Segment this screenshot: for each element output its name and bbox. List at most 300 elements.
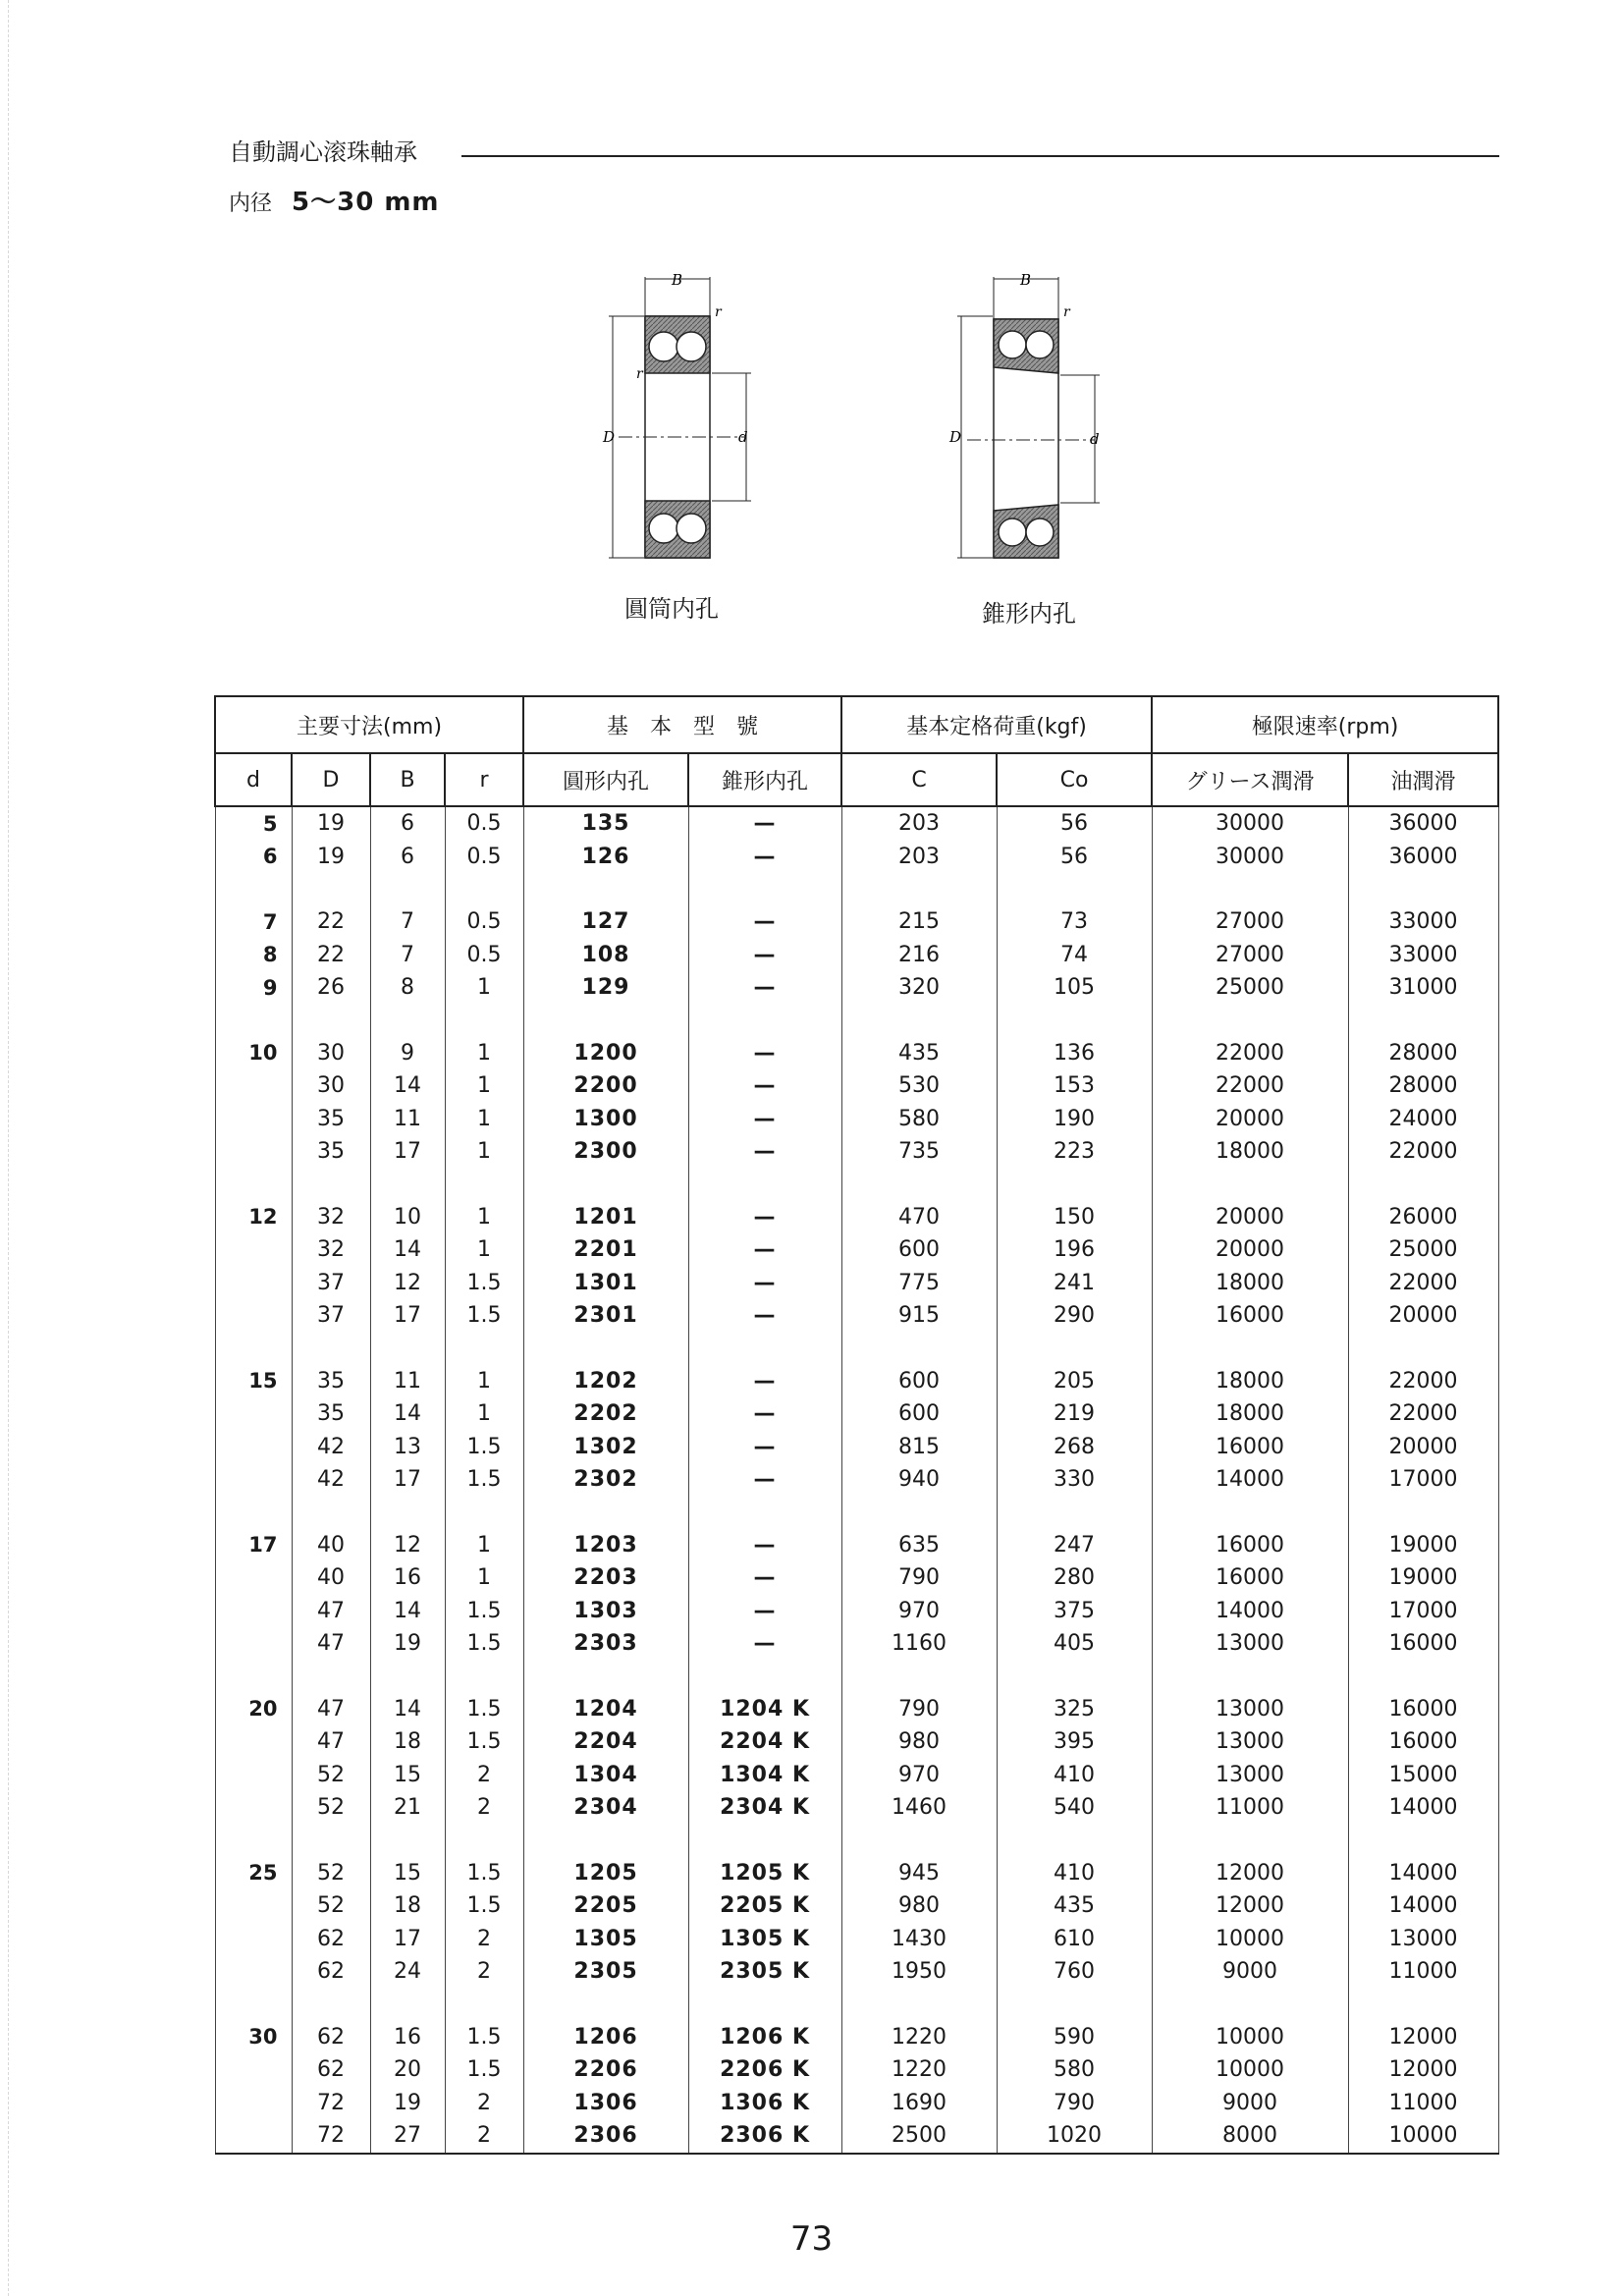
cell-oil: 19000 — [1348, 1529, 1498, 1562]
cell-B: 21 — [370, 1791, 445, 1825]
cell-B: 6 — [370, 806, 445, 841]
cell-grease: 16000 — [1152, 1529, 1348, 1562]
cell-Co: 540 — [997, 1791, 1152, 1825]
spacer-cell — [688, 1989, 841, 2021]
cell-C: 970 — [841, 1595, 997, 1628]
cell-B: 14 — [370, 1233, 445, 1267]
cell-grease: 18000 — [1152, 1135, 1348, 1169]
cell-D: 32 — [292, 1233, 370, 1267]
cell-d — [215, 1267, 292, 1300]
table-row — [215, 939, 1498, 972]
cell-grease: 20000 — [1152, 1103, 1348, 1136]
table-row — [215, 2087, 1498, 2120]
group-speed: 極限速率(rpm) — [1152, 696, 1498, 753]
cell-d: 10 — [215, 1037, 292, 1070]
page-edge-guide — [8, 0, 10, 2296]
label-d: d — [1090, 430, 1100, 448]
cell-d — [215, 1463, 292, 1497]
cell-B: 12 — [370, 1267, 445, 1300]
spacer-cell — [445, 1825, 523, 1857]
cell-r: 1.5 — [445, 1431, 523, 1464]
cell-C: 470 — [841, 1201, 997, 1234]
tapered-bore-diagram — [938, 265, 1114, 570]
spacer-cell — [445, 1989, 523, 2021]
cell-C: 320 — [841, 971, 997, 1005]
cell-D: 52 — [292, 1857, 370, 1890]
cell-d: 17 — [215, 1529, 292, 1562]
cell-r: 1 — [445, 1397, 523, 1431]
cell-taper: 2306 K — [688, 2119, 841, 2154]
page-number: 73 — [789, 2219, 834, 2259]
spacer-cell — [688, 1825, 841, 1857]
cell-oil: 33000 — [1348, 939, 1498, 972]
table-row — [215, 1693, 1498, 1726]
spacer-cell — [997, 1333, 1152, 1365]
cell-Co: 435 — [997, 1889, 1152, 1923]
cell-cyl: 1302 — [523, 1431, 688, 1464]
spacer-cell — [841, 1497, 997, 1529]
cell-taper: 1206 K — [688, 2021, 841, 2054]
cell-B: 16 — [370, 2021, 445, 2054]
cell-taper: 2305 K — [688, 1955, 841, 1989]
cell-r: 1 — [445, 1069, 523, 1103]
cell-grease: 27000 — [1152, 939, 1348, 972]
cell-grease: 10000 — [1152, 2021, 1348, 2054]
cell-taper: 1305 K — [688, 1923, 841, 1956]
spacer-cell — [1348, 1989, 1498, 2021]
cell-D: 30 — [292, 1037, 370, 1070]
cell-taper: — — [688, 1627, 841, 1661]
cell-taper: — — [688, 1365, 841, 1398]
cell-Co: 330 — [997, 1463, 1152, 1497]
cell-Co: 325 — [997, 1693, 1152, 1726]
cell-B: 17 — [370, 1299, 445, 1333]
cell-d — [215, 1561, 292, 1595]
cell-grease: 27000 — [1152, 905, 1348, 939]
cell-r: 1 — [445, 1201, 523, 1234]
cell-r: 1 — [445, 1561, 523, 1595]
spacer-cell — [1348, 1825, 1498, 1857]
cell-C: 790 — [841, 1693, 997, 1726]
cell-B: 17 — [370, 1463, 445, 1497]
cell-oil: 13000 — [1348, 1923, 1498, 1956]
cell-d: 30 — [215, 2021, 292, 2054]
cell-taper: — — [688, 1397, 841, 1431]
cell-B: 16 — [370, 1561, 445, 1595]
table-row — [215, 1595, 1498, 1628]
cell-cyl: 2306 — [523, 2119, 688, 2154]
cell-B: 27 — [370, 2119, 445, 2154]
label-D: D — [949, 428, 962, 446]
cell-cyl: 1205 — [523, 1857, 688, 1890]
cell-B: 11 — [370, 1365, 445, 1398]
col-cyl-bore: 圓形内孔 — [523, 753, 688, 806]
spacer-cell — [215, 1169, 292, 1201]
table-spacer-row — [215, 1005, 1498, 1037]
cell-oil: 36000 — [1348, 841, 1498, 874]
cell-B: 17 — [370, 1923, 445, 1956]
col-taper-bore: 錐形内孔 — [688, 753, 841, 806]
cell-d — [215, 1299, 292, 1333]
cell-Co: 247 — [997, 1529, 1152, 1562]
cell-oil: 26000 — [1348, 1201, 1498, 1234]
cell-grease: 12000 — [1152, 1889, 1348, 1923]
cell-C: 1430 — [841, 1923, 997, 1956]
cell-r: 1 — [445, 1037, 523, 1070]
cell-B: 19 — [370, 1627, 445, 1661]
spacer-cell — [1152, 1333, 1348, 1365]
cell-oil: 22000 — [1348, 1267, 1498, 1300]
cell-D: 35 — [292, 1135, 370, 1169]
cell-Co: 760 — [997, 1955, 1152, 1989]
table-row — [215, 1889, 1498, 1923]
cell-Co: 105 — [997, 971, 1152, 1005]
cell-grease: 9000 — [1152, 2087, 1348, 2120]
cell-r: 0.5 — [445, 939, 523, 972]
cell-r: 1 — [445, 1103, 523, 1136]
cell-cyl: 127 — [523, 905, 688, 939]
cell-cyl: 2200 — [523, 1069, 688, 1103]
label-d: d — [738, 428, 748, 446]
cell-D: 30 — [292, 1069, 370, 1103]
cell-C: 1460 — [841, 1791, 997, 1825]
spacer-cell — [292, 1005, 370, 1037]
spacer-cell — [841, 1005, 997, 1037]
cell-Co: 410 — [997, 1759, 1152, 1792]
cell-Co: 290 — [997, 1299, 1152, 1333]
cell-grease: 14000 — [1152, 1463, 1348, 1497]
cell-B: 18 — [370, 1889, 445, 1923]
cell-r: 1.5 — [445, 1889, 523, 1923]
cell-r: 1.5 — [445, 1725, 523, 1759]
cell-oil: 20000 — [1348, 1431, 1498, 1464]
cell-cyl: 2302 — [523, 1463, 688, 1497]
spacer-cell — [445, 1005, 523, 1037]
cell-D: 22 — [292, 939, 370, 972]
cell-C: 735 — [841, 1135, 997, 1169]
cell-Co: 73 — [997, 905, 1152, 939]
spacer-cell — [215, 1661, 292, 1693]
cell-B: 17 — [370, 1135, 445, 1169]
table-row — [215, 1397, 1498, 1431]
cell-oil: 25000 — [1348, 1233, 1498, 1267]
cell-d — [215, 1103, 292, 1136]
cell-taper: — — [688, 1529, 841, 1562]
cell-oil: 17000 — [1348, 1595, 1498, 1628]
cell-d — [215, 1135, 292, 1169]
cell-C: 600 — [841, 1365, 997, 1398]
table-body — [215, 806, 1498, 2154]
table-row — [215, 1627, 1498, 1661]
cell-d: 9 — [215, 971, 292, 1005]
spacer-cell — [688, 1005, 841, 1037]
cell-taper: — — [688, 1431, 841, 1464]
cell-Co: 153 — [997, 1069, 1152, 1103]
cell-Co: 219 — [997, 1397, 1152, 1431]
cell-d — [215, 1889, 292, 1923]
table-spacer-row — [215, 1825, 1498, 1857]
cell-Co: 150 — [997, 1201, 1152, 1234]
cell-C: 1690 — [841, 2087, 997, 2120]
cell-taper: — — [688, 1037, 841, 1070]
col-r: r — [445, 753, 523, 806]
table-spacer-row — [215, 1333, 1498, 1365]
cell-D: 47 — [292, 1693, 370, 1726]
cell-grease: 14000 — [1152, 1595, 1348, 1628]
cell-grease: 25000 — [1152, 971, 1348, 1005]
cell-d: 20 — [215, 1693, 292, 1726]
cell-r: 2 — [445, 1759, 523, 1792]
cell-D: 35 — [292, 1397, 370, 1431]
spacer-cell — [1152, 1169, 1348, 1201]
cell-d — [215, 1627, 292, 1661]
cell-C: 945 — [841, 1857, 997, 1890]
table-row — [215, 1725, 1498, 1759]
cell-C: 1220 — [841, 2021, 997, 2054]
cell-d: 6 — [215, 841, 292, 874]
cell-C: 1950 — [841, 1955, 997, 1989]
cell-cyl: 1305 — [523, 1923, 688, 1956]
cell-B: 15 — [370, 1759, 445, 1792]
spacer-cell — [445, 1661, 523, 1693]
cell-B: 7 — [370, 939, 445, 972]
cell-B: 8 — [370, 971, 445, 1005]
cell-D: 47 — [292, 1725, 370, 1759]
spacer-cell — [215, 1005, 292, 1037]
spacer-cell — [292, 1169, 370, 1201]
spacer-cell — [688, 1497, 841, 1529]
cell-Co: 205 — [997, 1365, 1152, 1398]
cell-grease: 13000 — [1152, 1627, 1348, 1661]
label-r-top: r — [715, 304, 722, 320]
cell-taper: 1204 K — [688, 1693, 841, 1726]
cell-taper: 2304 K — [688, 1791, 841, 1825]
cell-taper: — — [688, 1561, 841, 1595]
cell-Co: 790 — [997, 2087, 1152, 2120]
spacer-cell — [841, 1169, 997, 1201]
cell-d — [215, 1923, 292, 1956]
cell-cyl: 135 — [523, 806, 688, 841]
table-row — [215, 2021, 1498, 2054]
cell-r: 1 — [445, 1529, 523, 1562]
table-row — [215, 1791, 1498, 1825]
spacer-cell — [445, 1169, 523, 1201]
cell-cyl: 126 — [523, 841, 688, 874]
cell-r: 2 — [445, 1791, 523, 1825]
cell-d: 7 — [215, 905, 292, 939]
cell-taper: — — [688, 905, 841, 939]
tapered-bore-caption: 錐形内孔 — [982, 600, 1076, 628]
cell-C: 815 — [841, 1431, 997, 1464]
cell-C: 600 — [841, 1233, 997, 1267]
table-spacer-row — [215, 873, 1498, 905]
cell-B: 14 — [370, 1693, 445, 1726]
cell-taper: 1304 K — [688, 1759, 841, 1792]
cell-r: 2 — [445, 1955, 523, 1989]
cell-C: 435 — [841, 1037, 997, 1070]
spacer-cell — [523, 1661, 688, 1693]
cell-D: 42 — [292, 1431, 370, 1464]
cell-Co: 56 — [997, 841, 1152, 874]
cell-taper: — — [688, 971, 841, 1005]
spacer-cell — [370, 1333, 445, 1365]
cell-B: 10 — [370, 1201, 445, 1234]
cell-r: 1 — [445, 1365, 523, 1398]
cell-r: 1.5 — [445, 1463, 523, 1497]
cell-Co: 410 — [997, 1857, 1152, 1890]
cell-cyl: 1200 — [523, 1037, 688, 1070]
cell-oil: 28000 — [1348, 1037, 1498, 1070]
cell-cyl: 1206 — [523, 2021, 688, 2054]
cell-grease: 30000 — [1152, 841, 1348, 874]
cell-C: 1160 — [841, 1627, 997, 1661]
table-row — [215, 1201, 1498, 1234]
cell-C: 915 — [841, 1299, 997, 1333]
table-row — [215, 1759, 1498, 1792]
table-spacer-row — [215, 1497, 1498, 1529]
bore-range: 5～30 mm — [292, 188, 440, 217]
cell-C: 1220 — [841, 2053, 997, 2087]
section-title: 自動調心滚珠軸承 — [229, 138, 417, 166]
table-row — [215, 1463, 1498, 1497]
bore-range-line — [229, 182, 440, 218]
bearing-spec-table — [214, 695, 1499, 2155]
spacer-cell — [370, 1005, 445, 1037]
cell-grease: 13000 — [1152, 1693, 1348, 1726]
table-row — [215, 2053, 1498, 2087]
spacer-cell — [523, 1169, 688, 1201]
cell-C: 215 — [841, 905, 997, 939]
cell-cyl: 1304 — [523, 1759, 688, 1792]
cell-oil: 36000 — [1348, 806, 1498, 841]
cell-r: 1.5 — [445, 1299, 523, 1333]
label-r-top: r — [1063, 304, 1070, 320]
cell-Co: 405 — [997, 1627, 1152, 1661]
spacer-cell — [370, 1989, 445, 2021]
cell-Co: 136 — [997, 1037, 1152, 1070]
cell-taper: — — [688, 1201, 841, 1234]
col-Co: Co — [997, 753, 1152, 806]
cell-grease: 16000 — [1152, 1561, 1348, 1595]
cell-r: 1.5 — [445, 1267, 523, 1300]
cell-r: 1 — [445, 1135, 523, 1169]
spacer-cell — [292, 1661, 370, 1693]
cell-oil: 22000 — [1348, 1397, 1498, 1431]
cell-oil: 31000 — [1348, 971, 1498, 1005]
cell-cyl: 2205 — [523, 1889, 688, 1923]
spacer-cell — [445, 1333, 523, 1365]
cell-grease: 13000 — [1152, 1759, 1348, 1792]
spacer-cell — [445, 1497, 523, 1529]
cell-oil: 22000 — [1348, 1365, 1498, 1398]
cell-D: 62 — [292, 2053, 370, 2087]
cell-D: 40 — [292, 1529, 370, 1562]
cell-d — [215, 1431, 292, 1464]
cell-B: 13 — [370, 1431, 445, 1464]
cylindrical-bore-caption: 圓筒内孔 — [624, 595, 719, 623]
cell-d — [215, 1955, 292, 1989]
cell-cyl: 2305 — [523, 1955, 688, 1989]
spacer-cell — [1152, 1661, 1348, 1693]
spacer-cell — [215, 1333, 292, 1365]
spacer-cell — [215, 1989, 292, 2021]
spacer-cell — [841, 1333, 997, 1365]
cell-oil: 28000 — [1348, 1069, 1498, 1103]
spacer-cell — [1348, 1661, 1498, 1693]
table-spacer-row — [215, 1169, 1498, 1201]
cell-taper: — — [688, 1299, 841, 1333]
cell-B: 20 — [370, 2053, 445, 2087]
cell-B: 14 — [370, 1397, 445, 1431]
spacer-cell — [370, 1497, 445, 1529]
cell-grease: 12000 — [1152, 1857, 1348, 1890]
cell-grease: 20000 — [1152, 1233, 1348, 1267]
cell-r: 2 — [445, 1923, 523, 1956]
table-row — [215, 806, 1498, 841]
cell-cyl: 2203 — [523, 1561, 688, 1595]
cell-cyl: 108 — [523, 939, 688, 972]
cell-oil: 24000 — [1348, 1103, 1498, 1136]
cell-oil: 16000 — [1348, 1693, 1498, 1726]
cell-r: 1.5 — [445, 1627, 523, 1661]
spacer-cell — [1152, 1825, 1348, 1857]
group-load: 基本定格荷重(kgf) — [841, 696, 1152, 753]
cell-C: 216 — [841, 939, 997, 972]
table-group-header-row — [215, 696, 1498, 753]
cell-grease: 30000 — [1152, 806, 1348, 841]
spacer-cell — [523, 1825, 688, 1857]
cell-B: 14 — [370, 1069, 445, 1103]
col-C: C — [841, 753, 997, 806]
cell-r: 1 — [445, 1233, 523, 1267]
cell-oil: 15000 — [1348, 1759, 1498, 1792]
cell-grease: 9000 — [1152, 1955, 1348, 1989]
cell-Co: 395 — [997, 1725, 1152, 1759]
cell-D: 35 — [292, 1103, 370, 1136]
spacer-cell — [292, 1497, 370, 1529]
cell-oil: 17000 — [1348, 1463, 1498, 1497]
cell-B: 19 — [370, 2087, 445, 2120]
cell-r: 0.5 — [445, 841, 523, 874]
spacer-cell — [1152, 1989, 1348, 2021]
col-d: d — [215, 753, 292, 806]
cell-B: 15 — [370, 1857, 445, 1890]
cell-cyl: 1301 — [523, 1267, 688, 1300]
title-rule — [461, 155, 1499, 157]
spacer-cell — [997, 1989, 1152, 2021]
cell-oil: 22000 — [1348, 1135, 1498, 1169]
cell-oil: 10000 — [1348, 2119, 1498, 2154]
spacer-cell — [1348, 1005, 1498, 1037]
spacer-cell — [215, 1497, 292, 1529]
spacer-cell — [841, 873, 997, 905]
spacer-cell — [1348, 1333, 1498, 1365]
cell-d — [215, 1397, 292, 1431]
cell-grease: 11000 — [1152, 1791, 1348, 1825]
cell-D: 37 — [292, 1299, 370, 1333]
cell-oil: 16000 — [1348, 1627, 1498, 1661]
spacer-cell — [370, 1169, 445, 1201]
cell-B: 7 — [370, 905, 445, 939]
cell-Co: 56 — [997, 806, 1152, 841]
table-row — [215, 1955, 1498, 1989]
cell-grease: 18000 — [1152, 1397, 1348, 1431]
cell-oil: 33000 — [1348, 905, 1498, 939]
cell-D: 52 — [292, 1791, 370, 1825]
label-r-left: r — [636, 366, 643, 382]
bore-label: 内径 — [229, 191, 273, 216]
cell-taper: 1205 K — [688, 1857, 841, 1890]
